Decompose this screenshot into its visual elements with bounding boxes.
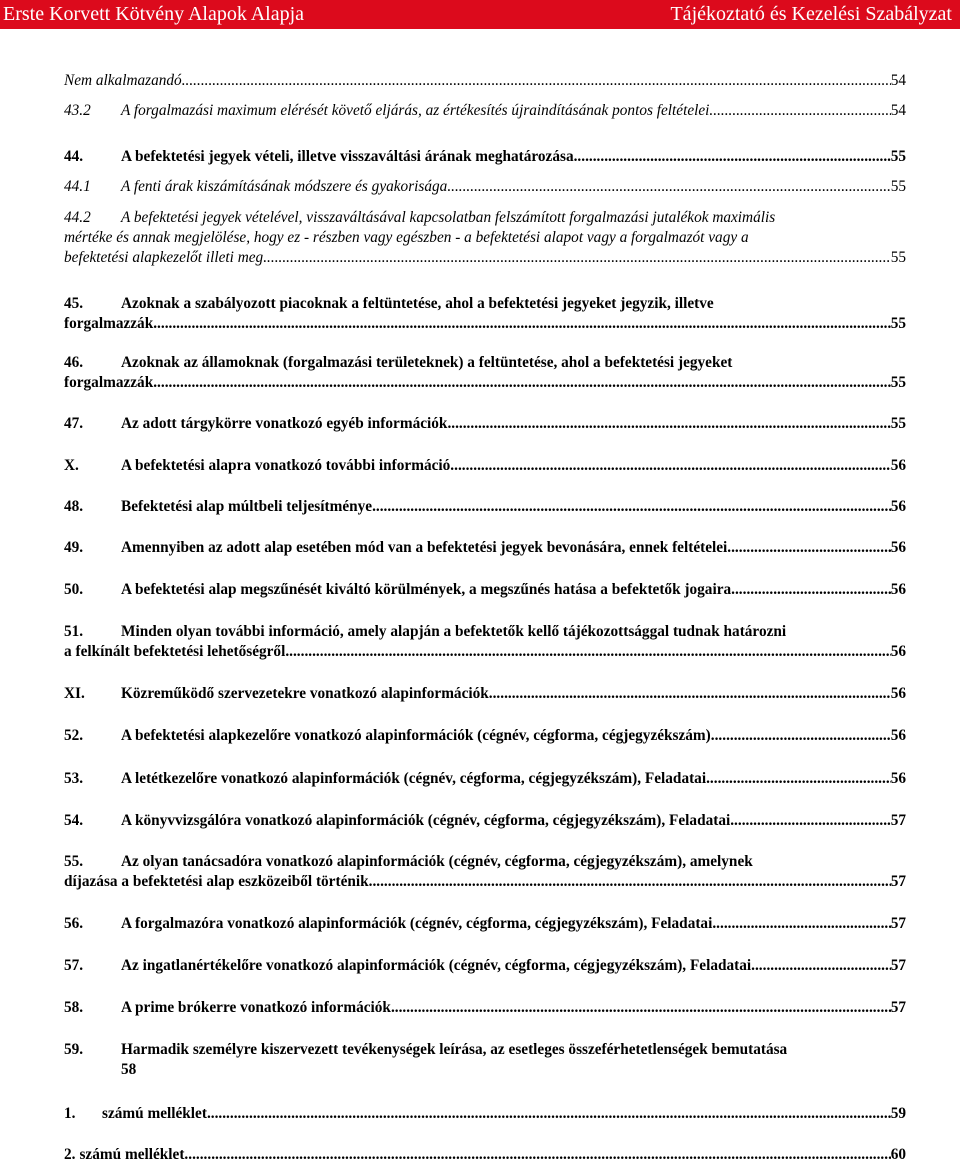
toc-entry-title: A befektetési jegyek vételi, illetve visszaváltási árának meghatározása (121, 148, 574, 165)
toc-entry[interactable] (64, 852, 906, 892)
toc-entry-number: 46. (64, 354, 84, 371)
toc-entry[interactable] (64, 71, 906, 91)
toc-leader-dots (731, 580, 891, 600)
toc-leader-dots (711, 726, 891, 746)
toc-entry-number: 48. (64, 498, 84, 515)
toc-entry-title: A befektetési alapkezelőre vonatkozó alapinformációk (cégnév, cégforma, cégjegyzékszám) (121, 727, 711, 744)
toc-entry-page-number: 55 (890, 178, 906, 195)
toc-entry-title-line: mértéke és annak megjelölése, hogy ez - részben vagy egészben - a befektetési alapot vagy a forgalmazót vagy a (64, 229, 749, 246)
toc-leader-dots (153, 314, 890, 334)
toc-entry-number: 43.2 (64, 102, 91, 119)
toc-entry-number: 44.2 (64, 209, 91, 226)
toc-entry-title: Befektetési alap múltbeli teljesítménye (121, 498, 373, 515)
toc-entry[interactable] (64, 1040, 906, 1080)
toc-leader-dots (489, 684, 891, 704)
toc-entry-title: A forgalmazási maximum elérését követő eljárás, az értékesítés újraindításának pontos feltételei (121, 102, 710, 119)
toc-entry-title: Amennyiben az adott alap esetében mód van a befektetési jegyek bevonására, ennek feltételei (121, 539, 728, 556)
toc-entry[interactable] (64, 101, 906, 121)
toc-entry-page-number: 55 (890, 315, 906, 332)
toc-entry[interactable] (64, 538, 906, 558)
toc-entry-page-number: 56 (890, 685, 906, 702)
toc-leader-dots (391, 998, 891, 1018)
toc-entry-number: 51. (64, 623, 84, 640)
toc-entry-page-number: 57 (890, 812, 906, 829)
toc-entry-number: 59. (64, 1041, 84, 1058)
toc-leader-dots (369, 872, 891, 892)
toc-entry[interactable] (64, 208, 906, 268)
header-document-title: Erste Korvett Kötvény Alapok Alapja (3, 3, 305, 25)
toc-entry[interactable] (64, 622, 906, 662)
toc-entry-number: 52. (64, 727, 84, 744)
toc-entry-number: 44. (64, 148, 84, 165)
toc-entry-number: 49. (64, 539, 84, 556)
toc-entry-number: 55. (64, 853, 84, 870)
toc-leader-dots (730, 811, 890, 831)
toc-entry-title: A letétkezelőre vonatkozó alapinformációk (cégnév, cégforma, cégjegyzékszám), Feladatai (121, 770, 707, 787)
toc-entry-page-number: 54 (890, 72, 906, 89)
toc-entry-page-number: 55 (890, 249, 906, 266)
toc-entry-title: Az ingatlanértékelőre vonatkozó alapinformációk (cégnév, cégforma, cégjegyzékszám), Feladatai (121, 957, 752, 974)
toc-entry-title: befektetési alapkezelőt illeti meg (64, 249, 264, 266)
toc-leader-dots (574, 147, 891, 167)
toc-entry-page-number: 57 (890, 999, 906, 1016)
toc-leader-dots (709, 101, 890, 121)
toc-entry[interactable] (64, 811, 906, 831)
toc-entry-title: forgalmazzák (64, 374, 154, 391)
toc-entry[interactable] (64, 956, 906, 976)
toc-entry[interactable] (64, 1104, 906, 1124)
toc-entry-title: A prime brókerre vonatkozó információk (121, 999, 391, 1016)
toc-entry-number: 53. (64, 770, 84, 787)
toc-entry-title: számú melléklet (79, 1146, 185, 1163)
toc-entry-title: Közreműködő szervezetekre vonatkozó alapinformációk (121, 685, 489, 702)
toc-entry[interactable] (64, 147, 906, 167)
toc-entry-page-number: 57 (890, 873, 906, 890)
toc-entry-number: 57. (64, 957, 84, 974)
toc-entry-title: Nem alkalmazandó. (64, 72, 186, 89)
toc-entry-page-number: 54 (890, 102, 906, 119)
toc-entry-title: Az adott tárgykörre vonatkozó egyéb információk (121, 415, 448, 432)
toc-leader-dots (263, 248, 890, 268)
toc-entry[interactable] (64, 726, 906, 746)
toc-entry-page-number: 56 (890, 539, 906, 556)
toc-entry-title-line: Azoknak az államoknak (forgalmazási területeknek) a feltüntetése, ahol a befektetési jegyeket (121, 354, 733, 371)
toc-entry-title: A forgalmazóra vonatkozó alapinformációk (cégnév, cégforma, cégjegyzékszám), Feladatai (121, 915, 713, 932)
toc-entry-title: forgalmazzák (64, 315, 154, 332)
toc-entry-number: X. (64, 457, 79, 474)
toc-leader-dots (285, 642, 890, 662)
toc-leader-dots (727, 538, 890, 558)
toc-entry[interactable] (64, 914, 906, 934)
header-section-title: Tájékoztató és Kezelési Szabályzat (670, 3, 952, 25)
toc-entry-title: A befektetési alap megszűnését kiváltó körülmények, a megszűnés hatása a befektetők jogaira (121, 581, 732, 598)
toc-entry-page-number: 57 (890, 915, 906, 932)
toc-entry-page-number: 56 (890, 498, 906, 515)
toc-entry[interactable] (64, 1145, 906, 1165)
toc-entry-title: A könyvvizsgálóra vonatkozó alapinformációk (cégnév, cégforma, cégjegyzékszám), Feladatai (121, 812, 731, 829)
toc-entry-title: A befektetési alapra vonatkozó további információ (121, 457, 451, 474)
toc-entry-number: 44.1 (64, 178, 91, 195)
toc-entry-title-line: Az olyan tanácsadóra vonatkozó alapinformációk (cégnév, cégforma, cégjegyzékszám), amelynek (121, 853, 753, 870)
toc-entry-title: A fenti árak kiszámításának módszere és gyakorisága (121, 178, 448, 195)
toc-leader-dots (712, 914, 890, 934)
toc-entry[interactable] (64, 580, 906, 600)
toc-entry-number: 1. (64, 1105, 76, 1122)
toc-entry[interactable] (64, 177, 906, 197)
toc-entry-number: 56. (64, 915, 84, 932)
toc-entry-title: Harmadik személyre kiszervezett tevékenységek leírása, az esetleges összeférhetetlenségek bemutatása (121, 1041, 788, 1058)
toc-entry-title-line: Azoknak a szabályozott piacoknak a feltüntetése, ahol a befektetési jegyeket jegyzik, illetve (121, 295, 714, 312)
toc-entry-title: díjazása a befektetési alap eszközeiből történik (64, 873, 369, 890)
toc-entry-page-number: 56 (890, 727, 906, 744)
toc-entry-page-number: 55 (890, 148, 906, 165)
toc-entry-page-number: 58 (121, 1061, 137, 1078)
toc-entry-page-number: 59 (890, 1105, 906, 1122)
toc-entry[interactable] (64, 456, 906, 476)
toc-entry-title: számú melléklet (102, 1105, 207, 1122)
toc-leader-dots (207, 1104, 891, 1124)
toc-leader-dots (184, 1145, 890, 1165)
toc-entry-title-line: A befektetési jegyek vételével, visszaváltásával kapcsolatban felszámított forgalmazási jutalékok maximális (121, 209, 776, 226)
toc-entry-number: 54. (64, 812, 84, 829)
toc-entry-number: 45. (64, 295, 84, 312)
toc-entry-number: 50. (64, 581, 84, 598)
toc-entry-page-number: 55 (890, 415, 906, 432)
toc-leader-dots (186, 71, 891, 91)
toc-leader-dots (372, 497, 891, 517)
toc-entry-page-number: 57 (890, 957, 906, 974)
toc-entry-page-number: 56 (890, 581, 906, 598)
toc-entry[interactable] (64, 684, 906, 704)
toc-entry[interactable] (64, 998, 906, 1018)
toc-entry-page-number: 60 (890, 1146, 906, 1163)
toc-entry-page-number: 56 (890, 770, 906, 787)
toc-entry-title: a felkínált befektetési lehetőségről (64, 643, 286, 660)
toc-entry-page-number: 56 (890, 457, 906, 474)
toc-leader-dots (447, 414, 890, 434)
toc-entry[interactable] (64, 353, 906, 393)
toc-entry-number: 47. (64, 415, 84, 432)
toc-leader-dots (706, 769, 891, 789)
toc-entry[interactable] (64, 497, 906, 517)
toc-entry[interactable] (64, 414, 906, 434)
toc-entry-page-number: 56 (890, 643, 906, 660)
toc-entry-number: XI. (64, 685, 85, 702)
toc-entry[interactable] (64, 769, 906, 789)
toc-leader-dots (450, 456, 890, 476)
toc-entry-number: 2. (64, 1146, 76, 1163)
toc-leader-dots (447, 177, 890, 197)
toc-leader-dots (751, 956, 891, 976)
toc-entry-number: 58. (64, 999, 84, 1016)
toc-entry-page-number: 55 (890, 374, 906, 391)
running-header (0, 0, 960, 29)
toc-entry-title-line: Minden olyan további információ, amely alapján a befektetők kellő tájékozottsággal tudnak határozni (121, 623, 787, 640)
toc-leader-dots (153, 373, 890, 393)
toc-entry[interactable] (64, 294, 906, 334)
